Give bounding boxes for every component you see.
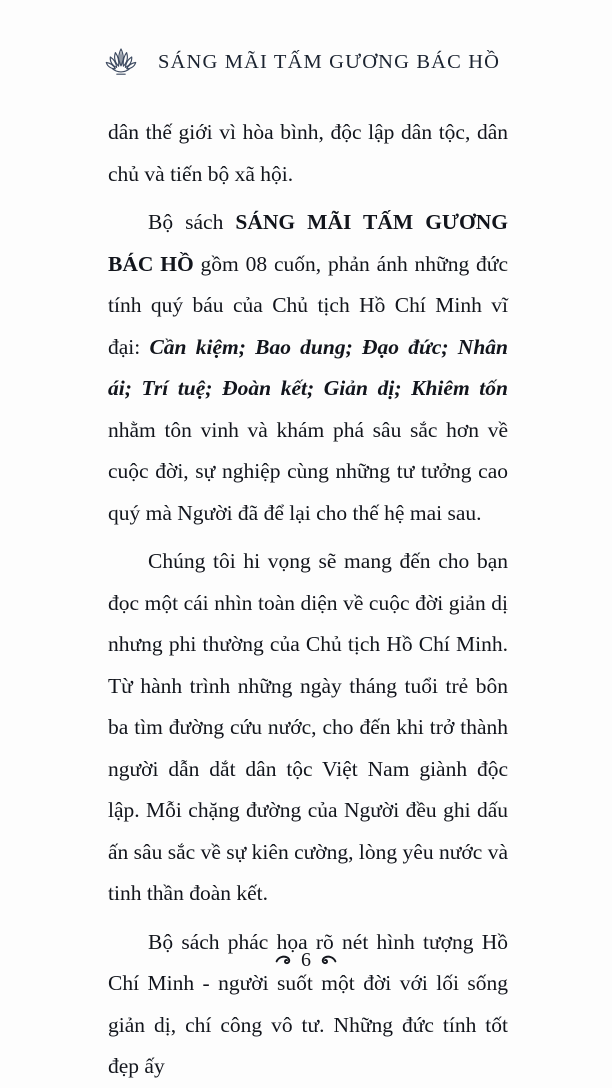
paragraph [108, 922, 508, 1088]
text-run-normal: Bộ sách [148, 210, 236, 234]
paragraph [108, 202, 508, 534]
page-folio [0, 950, 612, 970]
running-header-title: SÁNG MÃI TẤM GƯƠNG BÁC HỒ [158, 50, 501, 73]
paragraph [108, 541, 508, 915]
lotus-emblem-icon [98, 39, 144, 85]
text-run-bold-italic: Cần kiệm; Bao dung; Đạo đức; Nhân ái; Trí tuệ; Đoàn kết; Giản dị; Khiêm tốn [108, 334, 508, 400]
leaf-flourish-left-icon [275, 953, 292, 967]
text-run-normal: nhằm tôn vinh và khám phá sâu sắc hơn về cuộc đời, sự nghiệp cùng những tư tưởng cao quý mà Người đã để lại cho thế hệ mai sau. [108, 417, 508, 525]
text-run-normal: gồm 08 cuốn, phản ánh những đức tính quý báu của Chủ tịch Hồ Chí Minh vĩ đại: [108, 251, 509, 359]
running-header [98, 36, 514, 88]
page-number: 6 [301, 949, 311, 971]
text-run-bold: SÁNG MÃI TẤM GƯƠNG BÁC HỒ [108, 210, 508, 276]
text-run-normal: Bộ sách phác họa rõ nét hình tượng Hồ Chí Minh - người suốt một đời với lối sống giản dị, chí công vô tư. Những đức tính tốt đẹp ấy [108, 929, 508, 1078]
body-text-column [108, 112, 508, 1088]
text-run-normal: Chúng tôi hi vọng sẽ mang đến cho bạn đọc một cái nhìn toàn diện về cuộc đời giản dị nhưng phi thường của Chủ tịch Hồ Chí Minh. Từ hành trình những ngày tháng tuổi trẻ bôn ba tìm đường cứu nước, cho đến khi trở thành người dẫn dắt dân tộc Việt Nam giành độc lập. Mỗi chặng đường của Người đều ghi dấu ấn sâu sắc về sự kiên cường, lòng yêu nước và tinh thần đoàn kết. [108, 549, 508, 905]
leaf-flourish-right-icon [320, 953, 337, 967]
paragraph [108, 112, 508, 195]
text-run-normal: dân thế giới vì hòa bình, độc lập dân tộc, dân chủ và tiến bộ xã hội. [108, 120, 508, 186]
